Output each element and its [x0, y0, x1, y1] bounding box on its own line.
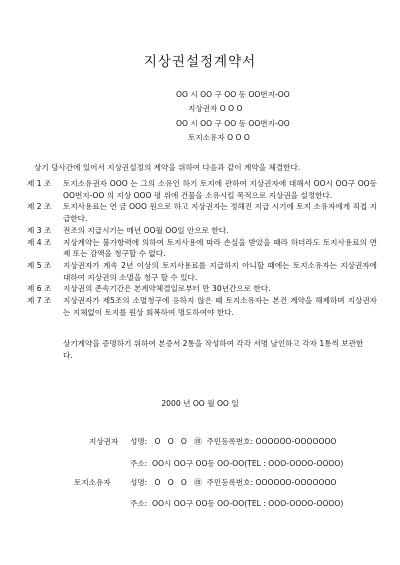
parties-block [176, 88, 290, 145]
article-item [27, 201, 377, 224]
owner-address: OO 시 OO 구 OO 동 OO번지-OO [176, 118, 290, 128]
article-text: 지상권자가 계속 2년 이상의 토지사용료를 지급하지 아니할 때에는 토지소유자는 지상권자에 대하여 지상권의 소멸을 청구 할 수 있다. [63, 260, 377, 282]
article-item [27, 260, 377, 283]
owner-address-line: 주소: OO시 OO구 OO동 OO-OO(TEL : OOO-OOOO-OOOO) [130, 499, 344, 508]
article-item [27, 295, 377, 318]
owner-name-line: 성명: O O O ㊞ 주민등록번호: OOOOOO-OOOOOOO [130, 478, 337, 487]
articles-list [27, 178, 377, 318]
article-text: 전조의 지급시기는 매년 OO월 OO일 안으로 한다. [63, 225, 229, 235]
holder-name-line: 성명: O O O ㊞ 주민등록번호: OOOOOO-OOOOOOO [130, 437, 337, 446]
article-item [27, 283, 377, 295]
holder-role-label: 지상권자 [89, 437, 119, 446]
holder-address: OO 시 OO 구 OO 동 OO번지-OO [176, 90, 290, 99]
article-text: 지상계약는 불가항력에 의하여 토지사용에 따라 손실을 받았을 때라 하더라도 토지사용료의 면제 또는 감액을 청구할 수 없다. [63, 237, 377, 259]
article-text: 지상권자가 제5조의 소멸청구에 응하지 않은 때 토지소유자는 본건 계약을 해제하며 지상권자는 지체없이 토지를 원상 회복하여 명도하여야 한다. [63, 296, 377, 317]
article-number: 제 6 조 [27, 284, 52, 294]
article-item [27, 237, 377, 260]
article-number: 제 2 조 [27, 202, 52, 212]
document-title: 지상권설정계약서 [143, 54, 257, 70]
article-item [27, 178, 377, 201]
article-text: 토지사용료는 연 금 OOO 원으로 하고 지상권자는 정해진 지급 시기에 토지 소유자에게 직접 지급한다. [63, 202, 377, 224]
closing-text: 상기계약을 증명하기 위하여 본증서 2통을 작성하여 각각 서명 날인하고 각자 1통씩 보관한다. [63, 339, 364, 360]
article-text: 지상권의 존속기간은 본계약체결일로부터 만 30년간으로 한다. [63, 284, 271, 294]
owner-name: 토지소유자 O O O [188, 132, 250, 142]
holder-address-line: 주소: OO시 OO구 OO동 OO-OO(TEL : OOO-OOOO-OOOO) [130, 459, 344, 468]
owner-role-label: 토지소유자 [74, 478, 111, 487]
article-number: 제 5 조 [27, 260, 52, 270]
article-number: 제 4 조 [27, 237, 52, 247]
article-number: 제 7 조 [27, 296, 52, 306]
intro-text: 상기 당사간에 있어서 지상권설정의 계약을 위하여 다음과 같이 계약을 체결한다. [34, 163, 301, 172]
article-number: 제 3 조 [27, 225, 52, 235]
article-number: 제 1 조 [27, 179, 52, 188]
holder-name: 지상권자 O O O [188, 104, 243, 114]
article-text: 토지소유권자 OOO 는 그의 소유인 하기 토지에 관하여 지상권자에 대해서 OO시 OO구 OO동 OO번지-OO 의 지상 OOO 평 위에 건물을 소유시킬 목적으로 지상권을 설정한다. [63, 179, 377, 200]
article-item [27, 225, 377, 237]
contract-date: 2000 년 OO 월 OO 일 [161, 399, 239, 408]
